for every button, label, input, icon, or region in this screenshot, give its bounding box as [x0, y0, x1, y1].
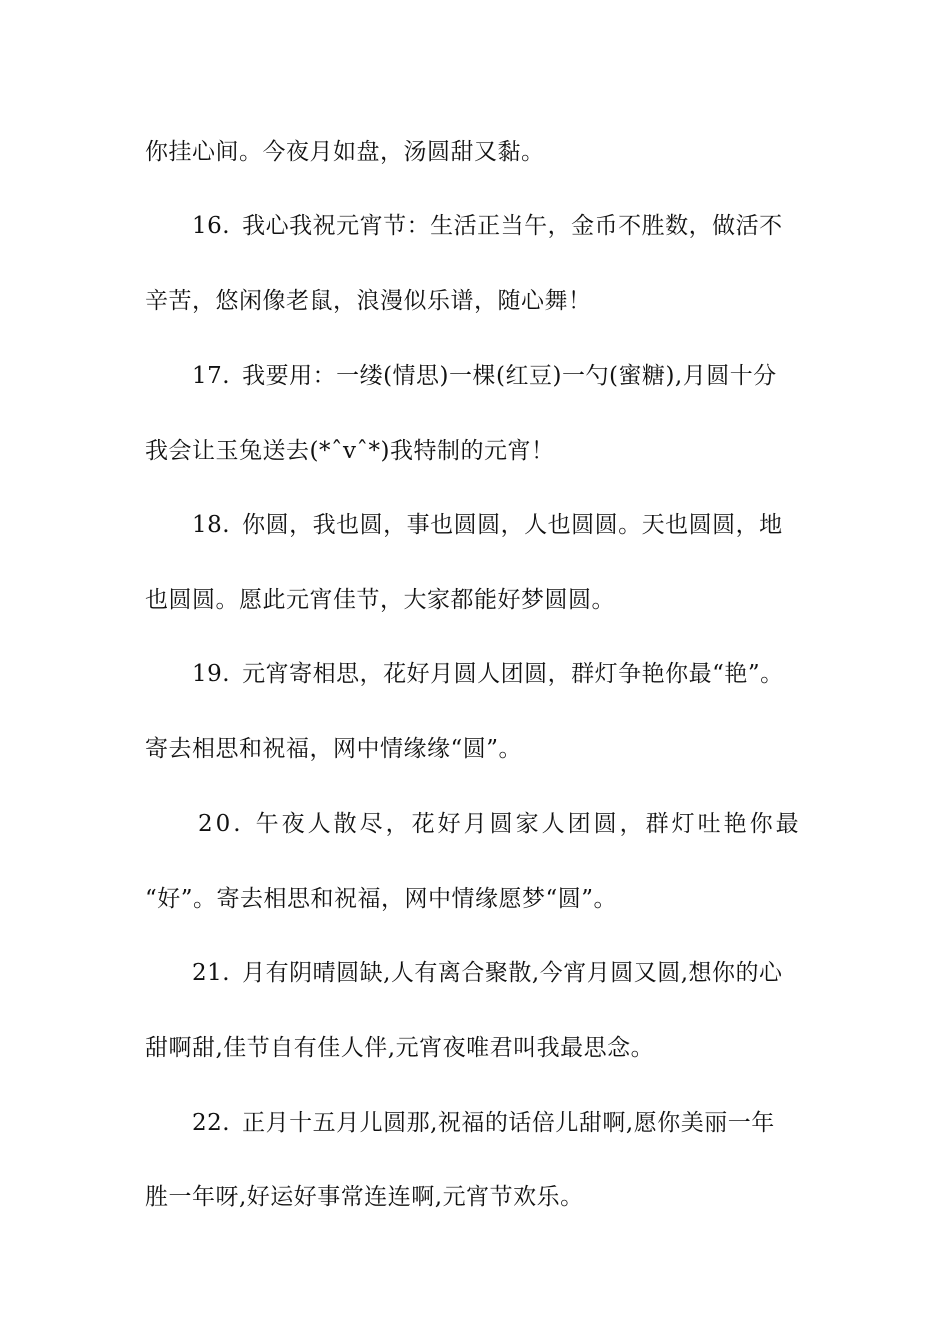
line-text: 你挂心间。今夜月如盘，汤圆甜又黏。: [145, 139, 545, 165]
paragraph-18-line-2: [145, 585, 810, 615]
line-text: 元宵寄相思，花好月圆人团圆，群灯争艳你最“艳”。: [242, 661, 784, 687]
paragraph-17-line-1: [192, 361, 810, 391]
item-number: 22.: [192, 1110, 231, 1136]
line-text: 我要用：一缕(情思)一棵(红豆)一勺(蜜糖),月圆十分: [242, 363, 777, 389]
paragraph-20-line-2: [145, 884, 810, 914]
paragraph-19-line-2: [145, 734, 810, 764]
line-text: 我会让玉兔送去(*ˆvˆ*)我特制的元宵！: [145, 438, 555, 464]
item-number: 16.: [192, 213, 231, 239]
text-line: [145, 137, 810, 167]
line-text: 你圆，我也圆，事也圆圆，人也圆圆。天也圆圆，地: [242, 512, 783, 538]
line-text: “好”。寄去相思和祝福，网中情缘愿梦“圆”。: [145, 886, 618, 912]
paragraph-16-line-1: [192, 211, 810, 241]
paragraph-21-line-1: [192, 958, 810, 988]
paragraph-17-line-2: [145, 436, 810, 466]
item-number: 18.: [192, 512, 231, 538]
line-text: 月有阴晴圆缺,人有离合聚散,今宵月圆又圆,想你的心: [242, 960, 783, 986]
paragraph-21-line-2: [145, 1033, 810, 1063]
item-number: 21.: [192, 960, 231, 986]
item-number: 20.: [198, 811, 244, 837]
paragraph-19-line-1: [192, 659, 810, 689]
paragraph-22-line-1: [192, 1108, 810, 1138]
line-text: 我心我祝元宵节：生活正当午，金币不胜数，做活不: [242, 213, 783, 239]
line-text: 午夜人散尽，花好月圆家人团圆，群灯吐艳你最: [255, 811, 802, 837]
paragraph-22-line-2: [145, 1182, 810, 1212]
paragraph-16-line-2: [145, 286, 810, 316]
line-text: 正月十五月儿圆那,祝福的话倍儿甜啊,愿你美丽一年: [242, 1110, 775, 1136]
paragraph-20-line-1: [198, 809, 816, 839]
paragraph-18-line-1: [192, 510, 810, 540]
line-text: 也圆圆。愿此元宵佳节，大家都能好梦圆圆。: [145, 587, 615, 613]
line-text: 甜啊甜,佳节自有佳人伴,元宵夜唯君叫我最思念。: [145, 1035, 655, 1061]
item-number: 19.: [192, 661, 231, 687]
item-number: 17.: [192, 363, 231, 389]
line-text: 寄去相思和祝福，网中情缘缘“圆”。: [145, 736, 523, 762]
line-text: 胜一年呀,好运好事常连连啊,元宵节欢乐。: [145, 1184, 584, 1210]
line-text: 辛苦，悠闲像老鼠，浪漫似乐谱，随心舞！: [145, 288, 592, 314]
